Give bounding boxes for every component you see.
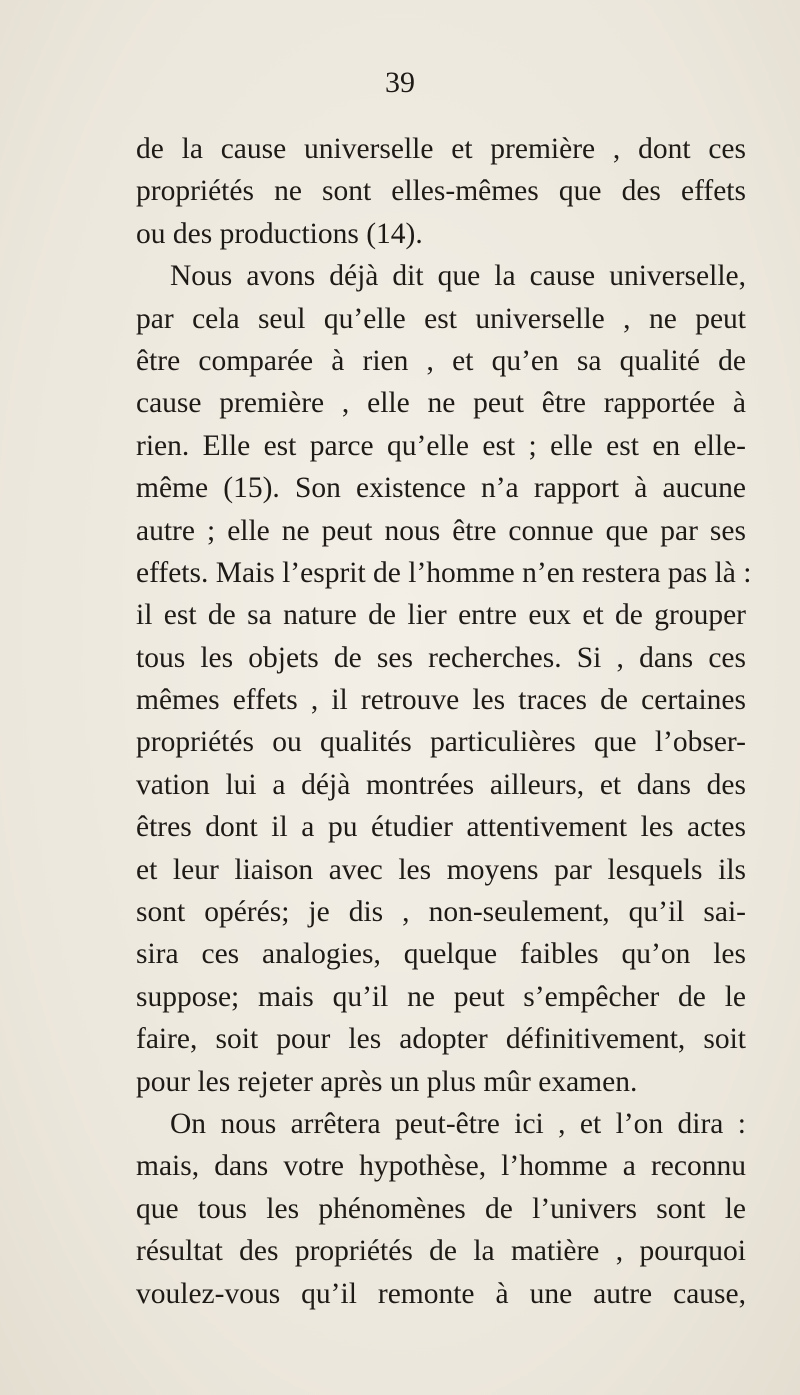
text-line: propriétés ou qualités particulières que l’obser-: [136, 726, 746, 759]
text-line: faire, soit pour les adopter définitivement, soit: [136, 1023, 746, 1056]
text-line: même (15). Son existence n’a rapport à aucune: [136, 472, 746, 505]
text-line: Nous avons déjà dit que la cause universelle,: [170, 260, 746, 293]
page-number: 39: [385, 66, 415, 99]
text-line: de la cause universelle et première , dont ces: [136, 133, 746, 165]
text-line: propriétés ne sont elles-mêmes que des effets: [136, 175, 746, 208]
text-line: que tous les phénomènes de l’univers sont le: [136, 1192, 746, 1225]
text-line: suppose; mais qu’il ne peut s’empêcher de le: [136, 980, 746, 1013]
text-line: rien. Elle est parce qu’elle est ; elle est en elle-: [136, 429, 746, 462]
text-line: pour les rejeter après un plus mûr examen.: [136, 1065, 638, 1098]
text-line: sira ces analogies, quelque faibles qu’on les: [136, 938, 746, 971]
text-line: êtres dont il a pu étudier attentivement les actes: [136, 811, 746, 844]
body-text: [136, 128, 752, 1315]
text-line: voulez-vous qu’il remonte à une autre cause,: [136, 1277, 746, 1310]
text-line: et leur liaison avec les moyens par lesquels ils: [136, 853, 746, 886]
text-line: résultat des propriétés de la matière , pourquoi: [136, 1235, 746, 1268]
text-line: par cela seul qu’elle est universelle , ne peut: [136, 302, 746, 335]
text-line: cause première , elle ne peut être rapportée à: [136, 387, 746, 420]
text-line: tous les objets de ses recherches. Si , dans ces: [136, 641, 746, 674]
text-line: mais, dans votre hypothèse, l’homme a reconnu: [136, 1150, 746, 1183]
text-line: vation lui a déjà montrées ailleurs, et dans des: [136, 768, 746, 801]
text-line: il est de sa nature de lier entre eux et de grouper: [136, 599, 746, 632]
text-line: autre ; elle ne peut nous être connue que par ses: [136, 514, 746, 547]
text-line: sont opérés; je dis , non-seulement, qu’il sai-: [136, 896, 746, 929]
text-line: mêmes effets , il retrouve les traces de certaines: [136, 684, 746, 717]
text-line: être comparée à rien , et qu’en sa qualité de: [136, 344, 746, 377]
text-line: ou des productions (14).: [136, 217, 423, 250]
text-line: effets. Mais l’esprit de l’homme n’en restera pas là :: [136, 556, 752, 589]
text-line: On nous arrêtera peut-être ici , et l’on dira :: [170, 1107, 746, 1140]
